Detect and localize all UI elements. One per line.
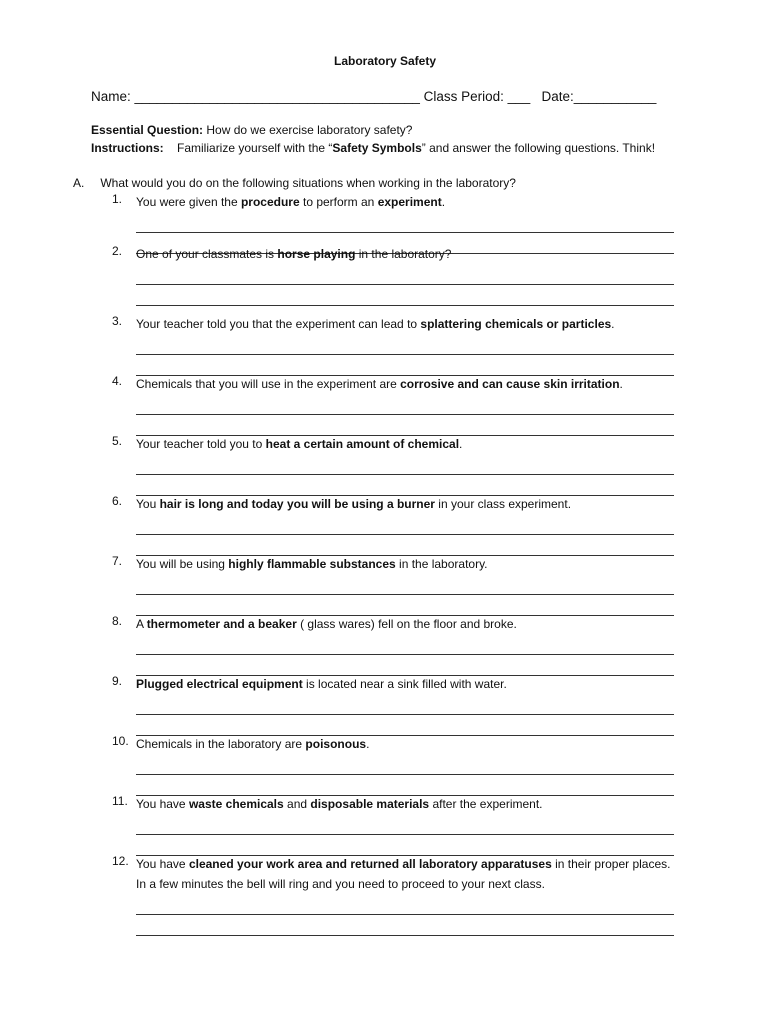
question-keyword: heat a certain amount of chemical	[265, 437, 460, 451]
answer-line[interactable]	[136, 212, 674, 233]
question-item	[112, 244, 674, 306]
class-period-label: Class Period:	[423, 89, 504, 104]
question-segment: Your teacher told you that the experiment can lead to	[136, 317, 421, 331]
question-text	[136, 554, 674, 574]
question-segment: Chemicals in the laboratory are	[136, 737, 306, 751]
question-keyword: corrosive and can cause skin irritation	[400, 377, 620, 391]
question-segment: Your teacher told you to	[136, 437, 266, 451]
question-number: 3.	[112, 314, 123, 328]
question-segment: ( glass wares) fell on the floor and broke.	[296, 617, 517, 631]
section-letter: A.	[73, 176, 85, 190]
answer-line[interactable]	[136, 595, 674, 616]
question-number: 12.	[112, 854, 129, 868]
question-text	[136, 674, 674, 694]
date-label: Date:	[541, 89, 574, 104]
question-segment: .	[441, 195, 446, 209]
section-a-heading	[73, 176, 516, 190]
question-text	[136, 614, 674, 634]
question-text	[136, 854, 674, 894]
question-segment: in their proper places. In a few minutes the bell will ring and you need to proceed to your next class.	[136, 857, 671, 891]
answer-line[interactable]	[136, 915, 674, 936]
instructions-label: Instructions:	[91, 141, 164, 155]
question-item	[112, 314, 674, 376]
question-text	[136, 314, 674, 334]
question-text	[136, 494, 674, 514]
question-number: 1.	[112, 192, 123, 206]
question-segment: to perform an	[299, 195, 378, 209]
name-blank[interactable]: ______________________________________	[134, 89, 420, 104]
question-keyword: splattering chemicals or particles	[420, 317, 612, 331]
question-keyword: experiment	[377, 195, 442, 209]
instructions	[91, 141, 655, 155]
answer-line[interactable]	[136, 454, 674, 475]
question-keyword: procedure	[240, 195, 300, 209]
answer-line[interactable]	[136, 775, 674, 796]
question-segment: is located near a sink filled with water.	[302, 677, 507, 691]
question-keyword: waste chemicals	[188, 797, 284, 811]
question-keyword: cleaned your work area and returned all laboratory apparatuses	[188, 857, 552, 871]
question-segment: in the laboratory?	[355, 247, 452, 261]
question-number: 8.	[112, 614, 123, 628]
question-segment: You	[136, 497, 160, 511]
question-item	[112, 434, 674, 496]
answer-line[interactable]	[136, 715, 674, 736]
question-text	[136, 434, 674, 454]
question-item	[112, 854, 674, 936]
question-segment: .	[366, 737, 370, 751]
question-segment: You will be using	[136, 557, 229, 571]
question-text	[136, 734, 674, 754]
question-text	[136, 794, 674, 814]
question-item	[112, 494, 674, 556]
question-keyword: hair is long and today you will be using a burner	[159, 497, 435, 511]
question-keyword: disposable materials	[310, 797, 430, 811]
instructions-bold: Safety Symbols	[332, 141, 422, 155]
question-text	[136, 374, 674, 394]
instructions-pre: Familiarize yourself with the “	[177, 141, 333, 155]
question-number: 2.	[112, 244, 123, 258]
question-segment: You have	[136, 797, 189, 811]
answer-line[interactable]	[136, 264, 674, 285]
answer-line[interactable]	[136, 634, 674, 655]
question-segment: A	[136, 617, 147, 631]
question-segment: .	[459, 437, 463, 451]
name-label: Name:	[91, 89, 131, 104]
question-item	[112, 614, 674, 676]
date-blank[interactable]: ___________	[573, 89, 657, 104]
question-text	[136, 192, 674, 212]
answer-line[interactable]	[136, 754, 674, 775]
question-item	[112, 554, 674, 616]
answer-line[interactable]	[136, 394, 674, 415]
question-segment: .	[619, 377, 623, 391]
answer-line[interactable]	[136, 694, 674, 715]
question-number: 10.	[112, 734, 129, 748]
question-segment: .	[611, 317, 615, 331]
answer-line[interactable]	[136, 334, 674, 355]
question-number: 11.	[112, 794, 128, 808]
question-segment: after the experiment.	[429, 797, 543, 811]
answer-line[interactable]	[136, 285, 674, 306]
answer-line[interactable]	[136, 835, 674, 856]
student-info-line	[91, 89, 656, 104]
page-title: Laboratory Safety	[333, 54, 437, 68]
question-number: 5.	[112, 434, 123, 448]
question-segment: in the laboratory.	[395, 557, 488, 571]
answer-line[interactable]	[136, 415, 674, 436]
essential-question-text: How do we exercise laboratory safety?	[206, 123, 413, 137]
essential-question-label: Essential Question:	[91, 123, 204, 137]
question-segment: You have	[136, 857, 189, 871]
question-segment: You were given the	[136, 195, 241, 209]
question-number: 7.	[112, 554, 123, 568]
question-segment: in your class experiment.	[434, 497, 572, 511]
question-item	[112, 794, 674, 856]
instructions-post: ” and answer the following questions. Think!	[421, 141, 656, 155]
question-segment: One of your classmates is	[136, 247, 278, 261]
section-text: What would you do on the following situations when working in the laboratory?	[100, 176, 516, 190]
question-keyword: highly flammable substances	[228, 557, 396, 571]
question-keyword: thermometer and a beaker	[146, 617, 297, 631]
essential-question	[91, 123, 412, 137]
question-number: 4.	[112, 374, 123, 388]
answer-line[interactable]	[136, 894, 674, 915]
answer-line[interactable]	[136, 535, 674, 556]
question-item	[112, 374, 674, 436]
answer-line[interactable]	[136, 574, 674, 595]
question-segment: and	[283, 797, 311, 811]
question-keyword: horse playing	[277, 247, 356, 261]
answer-line[interactable]	[136, 475, 674, 496]
question-item	[112, 734, 674, 796]
class-period-blank[interactable]: ___	[507, 89, 531, 104]
answer-line[interactable]	[136, 655, 674, 676]
question-number: 9.	[112, 674, 123, 688]
question-text	[136, 244, 674, 264]
question-item	[112, 674, 674, 736]
question-segment: Chemicals that you will use in the experiment are	[136, 377, 401, 391]
question-number: 6.	[112, 494, 123, 508]
answer-line[interactable]	[136, 514, 674, 535]
answer-line[interactable]	[136, 355, 674, 376]
question-keyword: poisonous	[305, 737, 367, 751]
question-keyword: Plugged electrical equipment	[136, 677, 303, 691]
answer-line[interactable]	[136, 814, 674, 835]
